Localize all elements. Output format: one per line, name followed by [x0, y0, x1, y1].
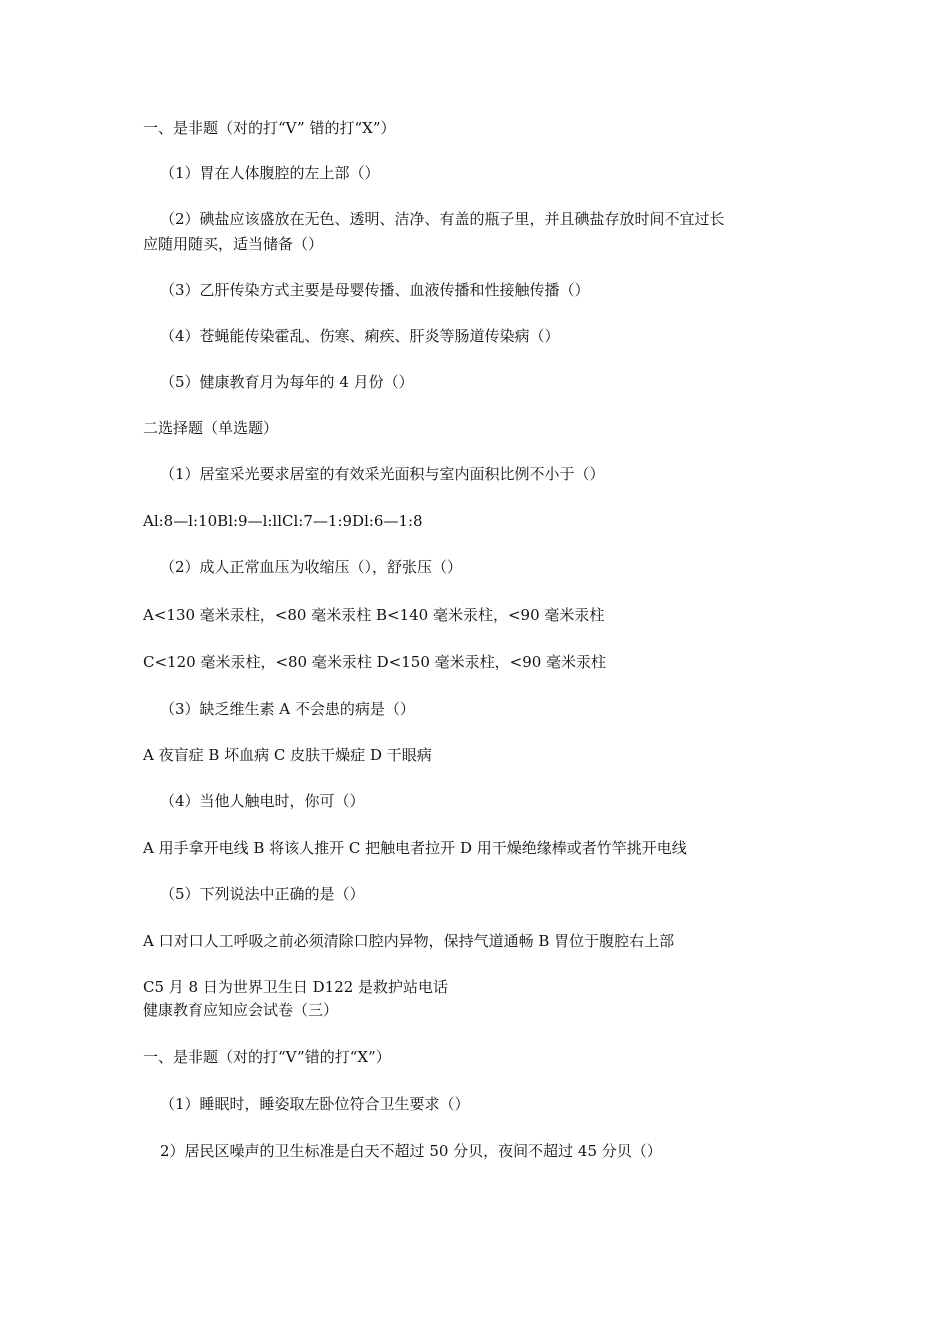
s2-question-3-options: A 夜盲症 B 坏血病 C 皮肤干燥症 D 干眼病: [143, 746, 432, 764]
section1-heading: 一、是非题（对的打“V” 错的打“X”）: [143, 119, 396, 137]
s1-question-5: （5）健康教育月为每年的 4 月份（）: [160, 373, 414, 391]
s2-question-2: （2）成人正常血压为收缩压（），舒张压（）: [160, 558, 463, 576]
s2-question-1-options: Al:8—l:10Bl:9—l:llCl:7—1:9Dl:6—1:8: [143, 512, 423, 530]
section2-heading: 二选择题（单选题）: [143, 419, 279, 437]
s1-question-1: （1）胃在人体腹腔的左上部（）: [160, 164, 380, 182]
s2-question-5-options-line2: C5 月 8 日为世界卫生日 D122 是救护站电话: [143, 978, 449, 996]
s2-question-4-options: A 用手拿开电线 B 将该人推开 C 把触电者拉开 D 用干燥绝缘棒或者竹竿挑开电线: [143, 839, 687, 857]
paper3-heading: 一、是非题（对的打“V”错的打“X”）: [143, 1048, 391, 1066]
s1-question-3: （3）乙肝传染方式主要是母婴传播、血液传播和性接触传播（）: [160, 281, 590, 299]
s2-question-1: （1）居室采光要求居室的有效采光面积与室内面积比例不小于（）: [160, 465, 605, 483]
s2-question-3: （3）缺乏维生素 A 不会患的病是（）: [160, 700, 415, 718]
s2-question-2-options-line2: C<120 毫米汞柱，<80 毫米汞柱 D<150 毫米汞柱，<90 毫米汞柱: [143, 653, 607, 671]
s2-question-4: （4）当他人触电时，你可（）: [160, 792, 365, 810]
paper3-title: 健康教育应知应会试卷（三）: [143, 1001, 339, 1019]
s2-question-5-options-line1: A 口对口人工呼吸之前必须清除口腔内异物，保持气道通畅 B 胃位于腹腔右上部: [143, 932, 675, 950]
s1-question-2-line2: 应随用随买，适当储备（）: [143, 235, 324, 253]
p3-question-2: 2）居民区噪声的卫生标准是白天不超过 50 分贝，夜间不超过 45 分贝（）: [160, 1142, 662, 1160]
p3-question-1: （1）睡眠时，睡姿取左卧位符合卫生要求（）: [160, 1095, 470, 1113]
s1-question-2-line1: （2）碘盐应该盛放在无色、透明、洁净、有盖的瓶子里，并且碘盐存放时间不宜过长: [160, 210, 725, 228]
s1-question-4: （4）苍蝇能传染霍乱、伤寒、痢疾、肝炎等肠道传染病（）: [160, 327, 560, 345]
s2-question-5: （5）下列说法中正确的是（）: [160, 885, 365, 903]
s2-question-2-options-line1: A<130 毫米汞柱，<80 毫米汞柱 B<140 毫米汞柱，<90 毫米汞柱: [143, 606, 605, 624]
